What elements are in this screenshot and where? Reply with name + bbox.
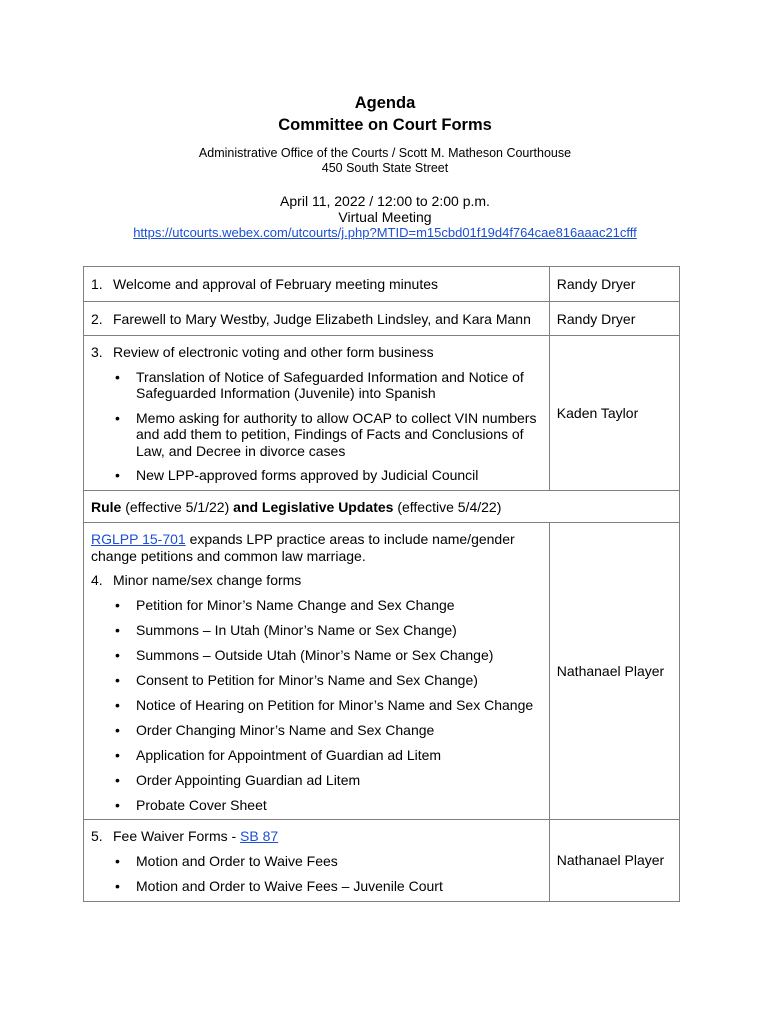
- presenter: Randy Dryer: [556, 310, 636, 327]
- rule-description: expands LPP practice areas to include name/gender change petitions and common law marriage.: [91, 531, 515, 564]
- list-item: • Probate Cover Sheet: [115, 796, 267, 813]
- list-item: • Application for Appointment of Guardian ad Litem: [115, 746, 442, 763]
- list-item: • Summons – Outside Utah (Minor’s Name or Sex Change): [115, 646, 494, 663]
- bullet-icon: •: [115, 771, 120, 788]
- rule-link[interactable]: RGLPP 15-701: [91, 531, 186, 547]
- bullet-icon: •: [115, 467, 120, 483]
- list-item: • Motion and Order to Waive Fees – Juvenile Court: [115, 878, 443, 894]
- item-number: 4.: [91, 572, 103, 588]
- item-text: Minor name/sex change forms: [113, 572, 302, 588]
- presenter: Nathanael Player: [556, 662, 665, 679]
- list-item: • Notice of Hearing on Petition for Minor’s Name and Sex Change: [115, 696, 534, 713]
- bullet-icon: •: [115, 409, 120, 426]
- bullet-icon: •: [115, 746, 120, 763]
- item-text: Farewell to Mary Westby, Judge Elizabeth Lindsley, and Kara Mann: [113, 310, 531, 327]
- item-number: 5.: [91, 828, 103, 844]
- bullet-icon: •: [115, 853, 120, 869]
- list-item: • Consent to Petition for Minor’s Name and Sex Change): [115, 671, 478, 688]
- bullet-icon: •: [115, 596, 120, 613]
- item-text: Review of electronic voting and other form business: [113, 344, 434, 360]
- item-5-bullets: [91, 853, 542, 895]
- meeting-date-time: April 11, 2022 / 12:00 to 2:00 p.m.: [280, 193, 490, 209]
- bullet-icon: •: [115, 621, 120, 638]
- rule-effective: (effective 5/1/22): [121, 498, 234, 515]
- presenter: Kaden Taylor: [556, 404, 639, 421]
- address-line-2: 450 South State Street: [321, 161, 449, 175]
- bullet-icon: •: [115, 721, 120, 738]
- agenda-item-3: [84, 336, 680, 491]
- updates-effective: (effective 5/4/22): [393, 498, 502, 515]
- list-item: • Memo asking for authority to allow OCAP to collect VIN numbers and add them to petition, Findings of Facts and Conclusions of Law, and Decree in divorce cases: [115, 409, 537, 459]
- list-item: • Summons – In Utah (Minor’s Name or Sex Change): [115, 621, 457, 638]
- item-text: Fee Waiver Forms -: [113, 828, 241, 844]
- presenter: Nathanael Player: [556, 852, 665, 868]
- page-title: Agenda: [354, 94, 416, 112]
- bullet-icon: •: [115, 368, 120, 385]
- item-number: 2.: [91, 310, 103, 327]
- bullet-icon: •: [115, 796, 120, 813]
- committee-title: Committee on Court Forms: [278, 116, 492, 134]
- updates-label: and Legislative Updates: [233, 498, 394, 515]
- list-item: • Petition for Minor’s Name Change and Sex Change: [115, 596, 455, 613]
- bullet-icon: •: [115, 671, 120, 688]
- bullet-icon: •: [115, 878, 120, 894]
- list-item: • New LPP-approved forms approved by Judicial Council: [115, 467, 479, 483]
- item-number: 1.: [91, 276, 103, 292]
- item-number: 3.: [91, 344, 103, 360]
- item-4-bullets: [91, 597, 542, 814]
- list-item: • Translation of Notice of Safeguarded Information and Notice of Safeguarded Information (Juvenile) into Spanish: [115, 368, 524, 401]
- item-text: Welcome and approval of February meeting minutes: [113, 276, 439, 292]
- agenda-item-4: [84, 523, 680, 820]
- rule-legislative-updates-row: [84, 490, 680, 523]
- agenda-header: [0, 92, 770, 241]
- list-item: • Order Appointing Guardian ad Litem: [115, 771, 361, 788]
- agenda-item-1: [84, 267, 680, 302]
- meeting-type: Virtual Meeting: [338, 209, 432, 225]
- agenda-item-5: [84, 820, 680, 902]
- presenter: Randy Dryer: [556, 276, 636, 292]
- meeting-link[interactable]: https://utcourts.webex.com/utcourts/j.php?MTID=m15cbd01f19d4f764cae816aaac21cfff: [133, 225, 637, 240]
- rule-label: Rule: [91, 498, 122, 515]
- agenda-table: [83, 266, 680, 902]
- list-item: • Order Changing Minor’s Name and Sex Change: [115, 721, 435, 738]
- address-line-1: Administrative Office of the Courts / Scott M. Matheson Courthouse: [198, 146, 572, 160]
- agenda-item-2: [84, 301, 680, 336]
- sb87-link[interactable]: SB 87: [240, 828, 279, 844]
- item-3-bullets: [91, 369, 542, 484]
- bullet-icon: •: [115, 646, 120, 663]
- bullet-icon: •: [115, 696, 120, 713]
- list-item: • Motion and Order to Waive Fees: [115, 853, 338, 869]
